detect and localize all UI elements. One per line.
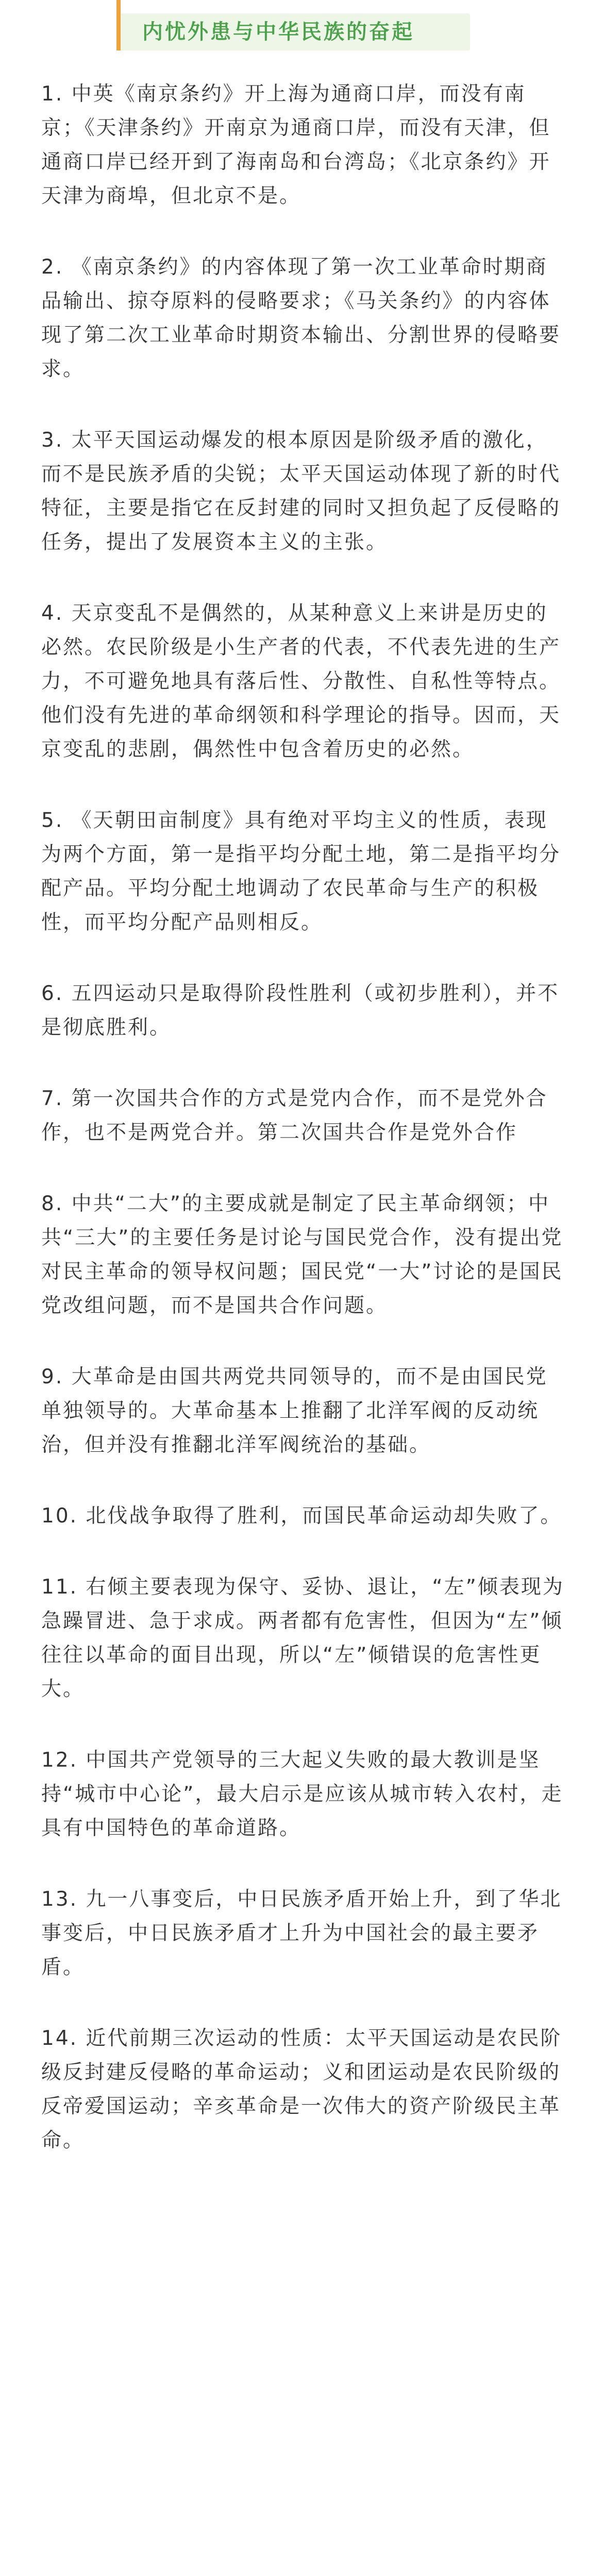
list-item: 9. 大革命是由国共两党共同领导的，而不是由国民党单独领导的。大革命基本上推翻了北洋军阀的反动统治，但并没有推翻北洋军阀统治的基础。 — [41, 1365, 548, 1456]
list-item: 1. 中英《南京条约》开上海为通商口岸，而没有南京；《天津条约》开南京为通商口岸，而没有天津，但通商口岸已经开到了海南岛和台湾岛；《北京条约》开天津为商埠，但北京不是。 — [41, 82, 551, 208]
list-item: 2. 《南京条约》的内容体现了第一次工业革命时期商品输出、掠夺原料的侵略要求；《马关条约》的内容体现了第二次工业革命时期资本输出、分割世界的侵略要求。 — [41, 256, 561, 381]
page-title: 内忧外患与中华民族的奋起 — [142, 20, 414, 44]
list-item: 5. 《天朝田亩制度》具有绝对平均主义的性质，表现为两个方面，第一是指平均分配土地，第二是指平均分配产品。平均分配土地调动了农民革命与生产的积极性，而平均分配产品则相反。 — [41, 809, 561, 934]
list-item: 4. 天京变乱不是偶然的，从某种意义上来讲是历史的必然。农民阶级是小生产者的代表，不代表先进的生产力，不可避免地具有落后性、分散性、自私性等特点。他们没有先进的革命纲领和科学理论的指导。因而，天京变乱的悲剧，偶然性中包含着历史的必然。 — [41, 602, 561, 761]
header-box — [116, 13, 470, 50]
content-list — [41, 77, 564, 2195]
list-item: 11. 右倾主要表现为保守、妥协、退让，“左”倾表现为急躁冒进、急于求成。两者都有危害性，但因为“左”倾往往以革命的面目出现，所以“左”倾错误的危害性更大。 — [41, 1575, 564, 1701]
list-item: 7. 第一次国共合作的方式是党内合作，而不是党外合作，也不是两党合并。第二次国共合作是党外合作 — [41, 1087, 548, 1144]
list-item: 6. 五四运动只是取得阶段性胜利（或初步胜利），并不是彻底胜利。 — [41, 982, 560, 1039]
list-item: 8. 中共“二大”的主要成就是制定了民主革命纲领；中共“三大”的主要任务是讨论与国民党合作，没有提出党对民主革命的领导权问题；国民党“一大”讨论的是国民党改组问题，而不是国共合作问题。 — [41, 1192, 563, 1317]
list-item: 14. 近代前期三次运动的性质：太平天国运动是农民阶级反封建反侵略的革命运动；义和团运动是农民阶级的反帝爱国运动；辛亥革命是一次伟大的资产阶级民主革命。 — [41, 2027, 562, 2152]
list-item: 12. 中国共产党领导的三大起义失败的最大教训是坚持“城市中心论”，最大启示是应该从城市转入农村，走具有中国特色的革命道路。 — [41, 1749, 563, 1840]
header-accent-bar — [116, 13, 121, 50]
section-header — [116, 0, 470, 62]
list-item: 10. 北伐战争取得了胜利，而国民革命运动却失败了。 — [41, 1504, 562, 1528]
list-item: 13. 九一八事变后，中日民族矛盾开始上升，到了华北事变后，中日民族矛盾才上升为中国社会的最主要矛盾。 — [41, 1888, 562, 1979]
list-item: 3. 太平天国运动爆发的根本原因是阶级矛盾的激化，而不是民族矛盾的尖锐；太平天国运动体现了新的时代特征，主要是指它在反封建的同时又担负起了反侵略的任务，提出了发展资本主义的主张。 — [41, 429, 561, 554]
